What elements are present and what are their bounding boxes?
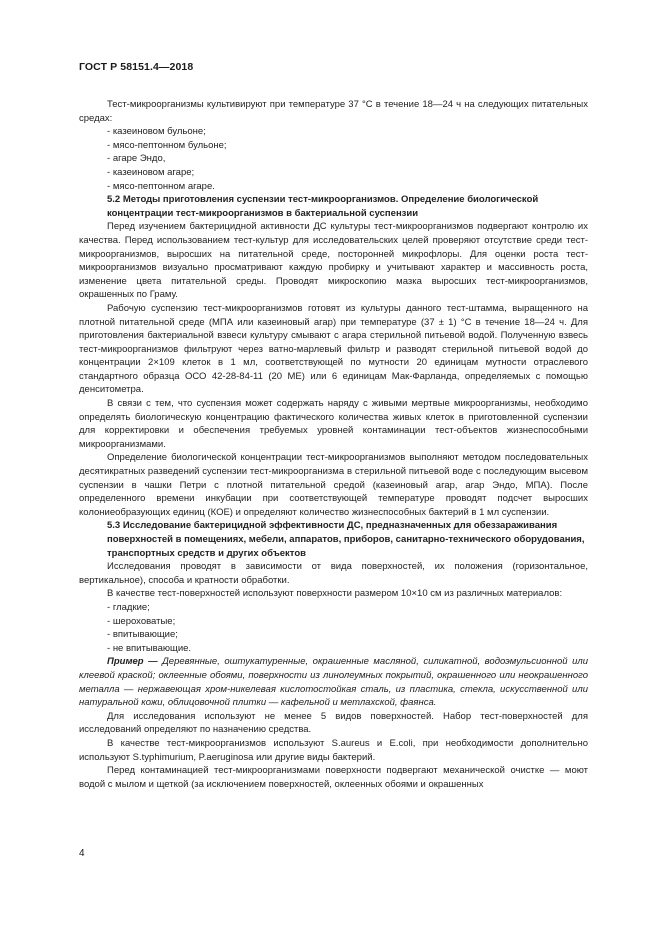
list-item: - впитывающие;: [107, 628, 588, 642]
list-item: - мясо-пептонном бульоне;: [107, 139, 588, 153]
intro-paragraph: Тест-микроорганизмы культивируют при температуре 37 °С в течение 18—24 ч на следующих питательных средах:: [79, 99, 588, 124]
example-text: Деревянные, оштукатуренные, окрашенные масляной, силикатной, водоэмульсионной или клеевой краской; оклеенные обоями, поверхности из линолеумных покрытий, окрашенного или неокрашенного металла — нержавеющая хром-никелевая кислотостойкая сталь, из пластика, стекла, искусственной или натуральной кожи, облицовочной плитки — кафельной и метлахской, фаянса.: [79, 656, 588, 709]
list-item: - казеиновом агаре;: [107, 166, 588, 180]
media-list: [79, 125, 588, 193]
surfaces-list: [79, 601, 588, 655]
paragraph: В качестве тест-микроорганизмов используют S.aureus и E.coli, при необходимости дополнительно используют S.typhimurium, P.aeruginosa или другие виды бактерий.: [79, 737, 588, 763]
paragraph: Перед контаминацией тест-микроорганизмами поверхности подвергают механической очистке — моют водой с мылом и щеткой (за исключением поверхностей, оклеенных обоями и окрашенных: [79, 765, 588, 790]
list-item: - казеиновом бульоне;: [107, 125, 588, 139]
document-header: ГОСТ Р 58151.4—2018: [79, 61, 194, 73]
paragraph: Исследования проводят в зависимости от вида поверхностей, их положения (горизонтальное, вертикальное), способа и кратности обработки.: [79, 561, 588, 586]
list-item: - гладкие;: [107, 601, 588, 615]
paragraph: Перед изучением бактерицидной активности ДС культуры тест-микроорганизмов подвергают контролю их качества. Перед использованием тест-культур для исследовательских целей проверяют отсутствие среди тест-микроорганизмов, выросших на питательной среде, посторонней микрофлоры. Для оценки роста тест-микроорганизмов визуально просматривают каждую пробирку и учитывают характер и массивность роста, изменение цвета питательной среды. Проводят микроскопию мазка выросших тест-микроорганизмов, окрашенных по Граму.: [79, 221, 588, 301]
list-item: - агаре Эндо,: [107, 152, 588, 166]
page-number: 4: [79, 848, 85, 859]
list-item: - не впитывающие.: [107, 642, 588, 656]
document-body: [79, 98, 588, 791]
paragraph: В связи с тем, что суспензия может содержать наряду с живыми мертвые микроорганизмы, необходимо определять биологическую концентрацию фактического количества живых клеток в приготовленной суспензии для корректировки и обеспечения требуемых уровней контаминации тест-объектов жизнеспособными микроорганизмами.: [79, 398, 588, 450]
example-note: [79, 655, 588, 709]
list-item: - мясо-пептонном агаре.: [107, 180, 588, 194]
section-5-2-title: 5.2 Методы приготовления суспензии тест-микроорганизмов. Определение биологической концентрации тест-микроорганизмов в бактериальной суспензии: [107, 194, 539, 219]
list-item: - шероховатые;: [107, 615, 588, 629]
paragraph: Для исследования используют не менее 5 видов поверхностей. Набор тест-поверхностей для исследований определяют по назначению средства.: [79, 710, 588, 736]
paragraph: Рабочую суспензию тест-микроорганизмов готовят из культуры данного тест-штамма, выращенного на плотной питательной среде (МПА или казеиновый агар) при температуре (37 ± 1) °С в течение 18—24 ч. Для приготовления бактериальной взвеси культуру смывают с агара стерильной питьевой водой. Полученную взвесь тест-микроорганизмов фильтруют через ватно-марлевый фильтр и разводят стерильной питьевой водой до концентрации 2×109 клеток в 1 мл, соответствующей по мутности 20 единицам мутности отраслевого стандартного образца ОСО 42-28-84-11 (20 МЕ) или 6 единицам Мак-Фарланда, определяемых с помощью денситометра.: [79, 302, 588, 396]
paragraph: Определение биологической концентрации тест-микроорганизмов выполняют методом последовательных десятикратных разведений суспензии тест-микроорганизма в стерильной питьевой воде с последующим высевом суспензии в чашки Петри с плотной питательной средой (казеиновый агар, агар Эндо, МПА). После определенного времени инкубации при соответствующей температуре проводят подсчет выросших колониеобразующих единиц (КОЕ) и определяют количество жизнеспособных бактерий в 1 мл суспензии.: [79, 452, 588, 518]
section-5-3-title: 5.3 Исследование бактерицидной эффективности ДС, предназначенных для обеззараживания поверхностей в помещениях, мебели, аппаратов, приборов, санитарно-технического оборудования, транспортных средств и других объектов: [107, 520, 585, 559]
paragraph: В качестве тест-поверхностей используют поверхности размером 10×10 см из различных материалов:: [107, 588, 563, 600]
example-label: Пример —: [107, 656, 158, 668]
